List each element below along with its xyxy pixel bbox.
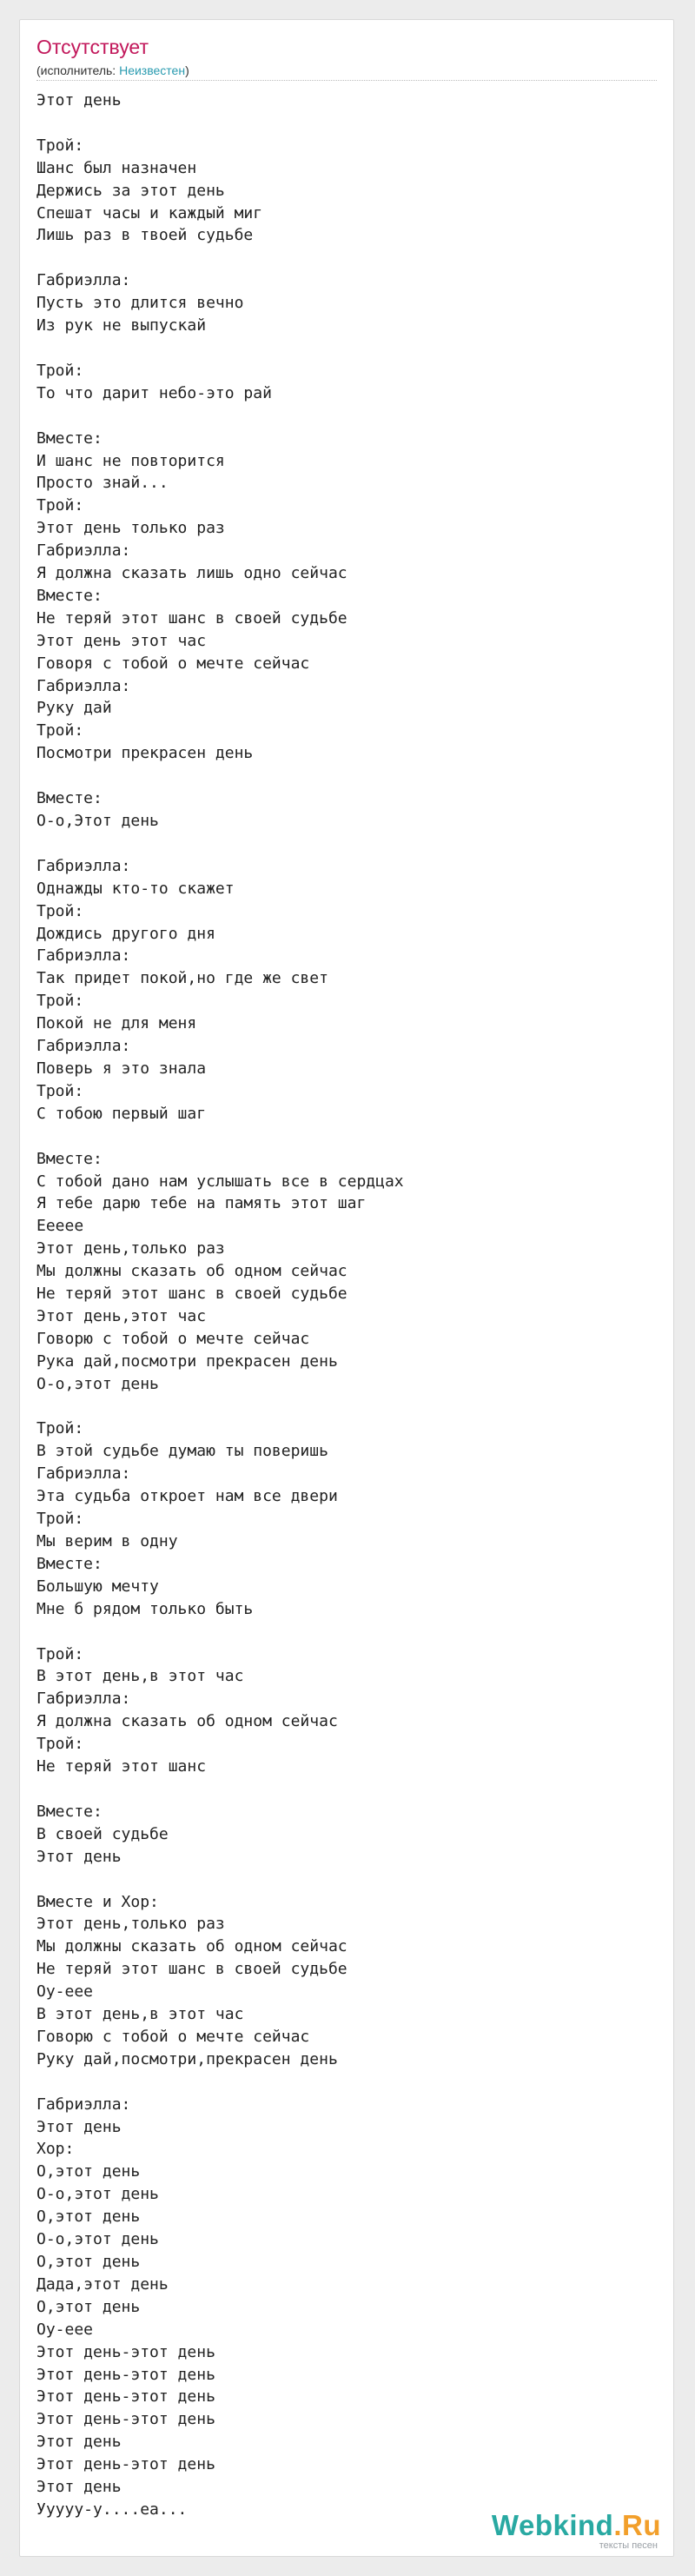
- lyrics-line: Габриэлла:: [36, 1690, 131, 1709]
- lyrics-line: Говорю с тобой о мечте сейчас: [36, 1329, 310, 1348]
- lyrics-line: Этот день,только раз: [36, 1239, 225, 1258]
- lyrics-line: Мы верим в одну: [36, 1532, 178, 1550]
- lyrics-line: То что дарит небо-это рай: [36, 383, 272, 402]
- lyrics-line: Мы должны сказать об одном сейчас: [36, 1262, 348, 1281]
- logo-name: Webkind: [491, 2509, 614, 2541]
- lyrics-line: Не теряй этот шанс: [36, 1757, 207, 1776]
- lyrics-blank-line: [36, 765, 645, 787]
- lyrics-line: Шанс был назначен: [36, 158, 197, 177]
- lyrics-line: Этот день-этот день: [36, 2387, 215, 2407]
- lyrics-line: Поверь я это знала: [36, 1059, 207, 1078]
- lyrics-line: Из рук не выпускай: [36, 316, 207, 335]
- lyrics-line: Вместе:: [36, 789, 103, 808]
- lyrics-line: Я должна сказать об одном сейчас: [36, 1712, 338, 1731]
- logo-tld: .Ru: [613, 2509, 661, 2541]
- lyrics-line: Посмотри прекрасен день: [36, 744, 254, 763]
- lyrics-line: Трой:: [36, 361, 84, 380]
- lyrics-line: Трой:: [36, 1081, 84, 1100]
- lyrics-line: Говорю с тобой о мечте сейчас: [36, 2027, 310, 2046]
- lyrics-line: Пусть это длится вечно: [36, 294, 244, 313]
- lyrics-line: Спешат часы и каждый миг: [36, 203, 263, 222]
- lyrics-line: Трой:: [36, 901, 84, 920]
- lyrics-line: О,этот день: [36, 2253, 141, 2271]
- lyrics-line: Руку дай: [36, 699, 112, 718]
- lyrics-line: Этот день-этот день: [36, 2455, 215, 2474]
- lyrics-line: Габриэлла:: [36, 856, 131, 875]
- lyrics-blank-line: [36, 112, 645, 135]
- site-logo[interactable]: [492, 2511, 661, 2551]
- lyrics-blank-line: [36, 1621, 645, 1643]
- lyrics-line: Этот день: [36, 2433, 122, 2452]
- lyrics-text: [36, 90, 645, 2521]
- lyrics-line: Вместе:: [36, 1554, 103, 1573]
- lyrics-line: Трой:: [36, 1419, 84, 1438]
- lyrics-line: Габриэлла:: [36, 1037, 131, 1056]
- artist-line: [36, 63, 189, 77]
- lyrics-line: Мы должны сказать об одном сейчас: [36, 1937, 348, 1956]
- lyrics-line: Габриэлла:: [36, 676, 131, 695]
- lyrics-line: С тобою первый шаг: [36, 1104, 207, 1123]
- lyrics-line: И шанс не повторится: [36, 451, 225, 470]
- lyrics-line: Мне б рядом только быть: [36, 1599, 254, 1618]
- lyrics-blank-line: [36, 405, 645, 428]
- lyrics-line: Не теряй этот шанс в своей судьбе: [36, 1960, 348, 1979]
- lyrics-line: Этот день-этот день: [36, 2342, 215, 2361]
- lyrics-blank-line: [36, 833, 645, 855]
- lyrics-line: Дождись другого дня: [36, 924, 215, 943]
- lyrics-blank-line: [36, 247, 645, 269]
- lyrics-line: Вместе:: [36, 1802, 103, 1821]
- lyrics-line: Держись за этот день: [36, 181, 225, 200]
- lyrics-line: Трой:: [36, 1510, 84, 1529]
- lyrics-line: Руку дай,посмотри,прекрасен день: [36, 2049, 338, 2068]
- lyrics-line: Габриэлла:: [36, 2095, 131, 2114]
- lyrics-line: Говоря с тобой о мечте сейчас: [36, 654, 310, 673]
- lyrics-line: В этой судьбе думаю ты поверишь: [36, 1442, 328, 1461]
- lyrics-line: Этот день: [36, 2478, 122, 2497]
- lyrics-line: Дада,этот день: [36, 2274, 169, 2294]
- song-title: Отсутствует: [36, 36, 149, 58]
- lyrics-line: Этот день,этот час: [36, 1306, 207, 1325]
- lyrics-line: Большую мечту: [36, 1577, 159, 1596]
- lyrics-line: Вместе и Хор:: [36, 1892, 159, 1911]
- lyrics-line: Трой:: [36, 992, 84, 1011]
- lyrics-line: Не теряй этот шанс в своей судьбе: [36, 1285, 348, 1304]
- lyrics-line: Эта судьба откроет нам все двери: [36, 1487, 338, 1506]
- lyrics-line: О,этот день: [36, 2162, 141, 2181]
- lyrics-line: О,этот день: [36, 2297, 141, 2316]
- lyrics-line: Трой:: [36, 496, 84, 515]
- lyrics-line: Лишь раз в твоей судьбе: [36, 226, 254, 245]
- lyrics-line: Этот день этот час: [36, 631, 207, 650]
- lyrics-line: Этот день-этот день: [36, 2365, 215, 2384]
- lyrics-line: Трой:: [36, 136, 84, 155]
- lyrics-line: Этот день: [36, 2117, 122, 2136]
- lyrics-card: [19, 19, 674, 2557]
- logo-tagline: тексты песен: [599, 2540, 658, 2551]
- lyrics-line: Оу-еее: [36, 1982, 94, 2002]
- lyrics-line: Габриэлла:: [36, 1464, 131, 1484]
- lyrics-blank-line: [36, 1396, 645, 1418]
- lyrics-blank-line: [36, 337, 645, 360]
- lyrics-line: Однажды кто-то скажет: [36, 879, 235, 898]
- lyrics-blank-line: [36, 1778, 645, 1801]
- lyrics-line: Габриэлла:: [36, 946, 131, 966]
- lyrics-line: О-о,этот день: [36, 2185, 159, 2204]
- artist-prefix: (исполнитель:: [36, 63, 120, 77]
- lyrics-blank-line: [36, 1869, 645, 1891]
- lyrics-line: Еееее: [36, 1217, 84, 1236]
- lyrics-line: В этот день,в этот час: [36, 1667, 244, 1686]
- lyrics-line: Этот день: [36, 91, 122, 110]
- lyrics-blank-line: [36, 2071, 645, 2094]
- lyrics-line: Вместе:: [36, 586, 103, 605]
- lyrics-line: Габриэлла:: [36, 271, 131, 290]
- lyrics-line: О-о,этот день: [36, 1374, 159, 1393]
- lyrics-line: Этот день: [36, 1847, 122, 1866]
- lyrics-blank-line: [36, 1125, 645, 1148]
- lyrics-line: Рука дай,посмотри прекрасен день: [36, 1351, 338, 1371]
- lyrics-line: Просто знай...: [36, 474, 169, 493]
- title-divider: [36, 80, 657, 81]
- lyrics-line: Хор:: [36, 2140, 75, 2159]
- lyrics-line: О-о,этот день: [36, 2230, 159, 2249]
- lyrics-line: Я должна сказать лишь одно сейчас: [36, 564, 348, 583]
- lyrics-line: Не теряй этот шанс в своей судьбе: [36, 608, 348, 627]
- lyrics-line: Этот день только раз: [36, 519, 225, 538]
- lyrics-line: Трой:: [36, 1644, 84, 1663]
- lyrics-line: Я тебе дарю тебе на память этот шаг: [36, 1194, 367, 1213]
- lyrics-line: Так придет покой,но где же свет: [36, 969, 328, 988]
- lyrics-line: О-о,Этот день: [36, 812, 159, 830]
- lyrics-line: Трой:: [36, 1735, 84, 1754]
- lyrics-line: Трой:: [36, 721, 84, 740]
- artist-link[interactable]: Неизвестен: [119, 63, 186, 77]
- lyrics-line: Габриэлла:: [36, 541, 131, 561]
- lyrics-line: Этот день,только раз: [36, 1915, 225, 1934]
- lyrics-line: В своей судьбе: [36, 1824, 169, 1843]
- lyrics-line: Ууууу-у....еа...: [36, 2500, 188, 2519]
- lyrics-line: О,этот день: [36, 2208, 141, 2227]
- artist-suffix: ): [185, 63, 189, 77]
- lyrics-line: Вместе:: [36, 428, 103, 448]
- lyrics-line: С тобой дано нам услышать все в сердцах: [36, 1172, 404, 1191]
- lyrics-line: Этот день-этот день: [36, 2410, 215, 2429]
- logo-wordmark: [492, 2511, 661, 2539]
- lyrics-line: В этот день,в этот час: [36, 2005, 244, 2024]
- lyrics-line: Вместе:: [36, 1149, 103, 1168]
- lyrics-line: Покой не для меня: [36, 1014, 197, 1033]
- lyrics-line: Оу-еее: [36, 2320, 94, 2339]
